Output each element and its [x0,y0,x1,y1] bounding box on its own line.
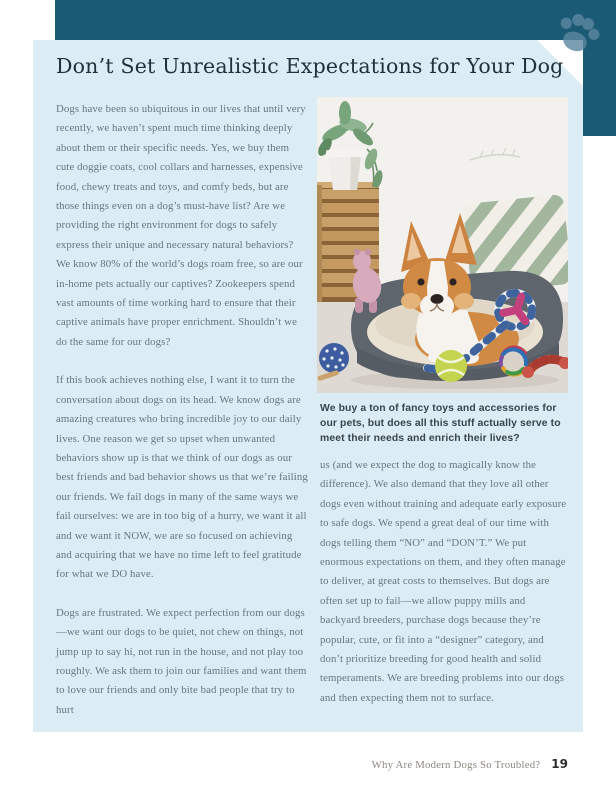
corgi-photo [317,97,568,393]
paragraph: Dogs have been so ubiquitous in our lives that until very recently, we haven’t spent much time thinking deeply about them or their specific needs. Yes, we buy them cute doggie coats, cool collars and harnesses, expensive food, chewy treats and toys, and comfy beds, but are those things even on a dog’s must-have list? Are we providing the right environment for dogs to safely express their unique and necessary natural behaviors? We know 80% of the world’s dogs roam free, so are our in-home pets actually our captives? Zookeepers spend vast amounts of time working hard to ensure that their captive animals have proper enrichment. Shouldn’t we do the same for our dogs? [56,103,306,348]
paragraph: If this book achieves nothing else, I want it to turn the conversation about dogs on its head. We know dogs are amazing creatures who bring incredible joy to our daily lives. One reason we get so upset when unwanted behaviors show up is that we think of our dogs as our best friends and bad behavior shows us that we’re failing our friends. We fail dogs in many of the same ways we fail ourselves: we are in too big of a hurry, we want it all and we want it NOW, we are so focused on achieving and acquiring that we have no time left to feel gratitude for what we DO have. [56,374,308,581]
page-title: Don’t Set Unrealistic Expectations for Your Dog [56,54,564,78]
page-footer [372,757,568,771]
header-band [55,0,616,40]
photo-figure [317,97,568,393]
paragraph: us (and we expect the dog to magically know the difference). We also demand that they love all other dogs even without training and adequate early exposure to safe dogs. We spend a great deal of our time with dogs telling them “NO” and “DON’T.” We put enormous expectations on them, and they often manage to deliver, at great costs to themselves. But dogs are often set up to fail—we allow puppy mills and backyard breeders, purchase dogs because they’re popular, cute, or fit into a “designer” category, and don’t prioritize breeding for good health and solid temperaments. We are breeding problems into our dogs and then expecting them not to surface. [320,459,567,704]
right-column [320,456,568,727]
running-head: Why Are Modern Dogs So Troubled? [371,759,541,771]
photo-caption: We buy a ton of fancy toys and accessories for our pets, but does all this stuff actually serve to meet their needs and enrich their lives? [320,403,561,444]
tennis-ball [435,350,467,382]
left-column [56,100,308,739]
page-number: 19 [551,757,568,771]
paragraph: Dogs are frustrated. We expect perfection from our dogs—we want our dogs to be quiet, not chew on things, not jump up to say hi, not run in the house, and not play too roughly. We ask them to join our families and want them to love our friends and only bite bad people that try to hurt [56,606,307,716]
